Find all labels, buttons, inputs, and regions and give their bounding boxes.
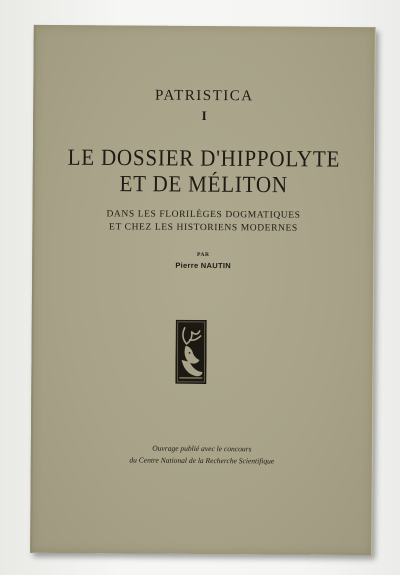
volume-number: I bbox=[201, 107, 207, 124]
book-cover bbox=[30, 25, 376, 555]
footnote-line-1: Ouvrage publié avec le concours bbox=[152, 443, 252, 454]
subtitle-line-1: DANS LES FLORILÈGES DOGMATIQUES bbox=[106, 209, 301, 221]
publisher-deer-emblem-icon bbox=[175, 320, 206, 384]
par-label: PAR bbox=[197, 251, 210, 259]
title-line-2: ET DE MÉLITON bbox=[119, 170, 288, 198]
footnote-line-2: du Centre National de la Recherche Scientifique bbox=[129, 455, 275, 466]
subtitle-line-2: ET CHEZ LES HISTORIENS MODERNES bbox=[109, 222, 298, 234]
author-name: Pierre NAUTIN bbox=[175, 260, 231, 271]
series-name: PATRISTICA bbox=[154, 87, 254, 105]
title-line-1: LE DOSSIER D'HIPPOLYTE bbox=[67, 143, 341, 173]
